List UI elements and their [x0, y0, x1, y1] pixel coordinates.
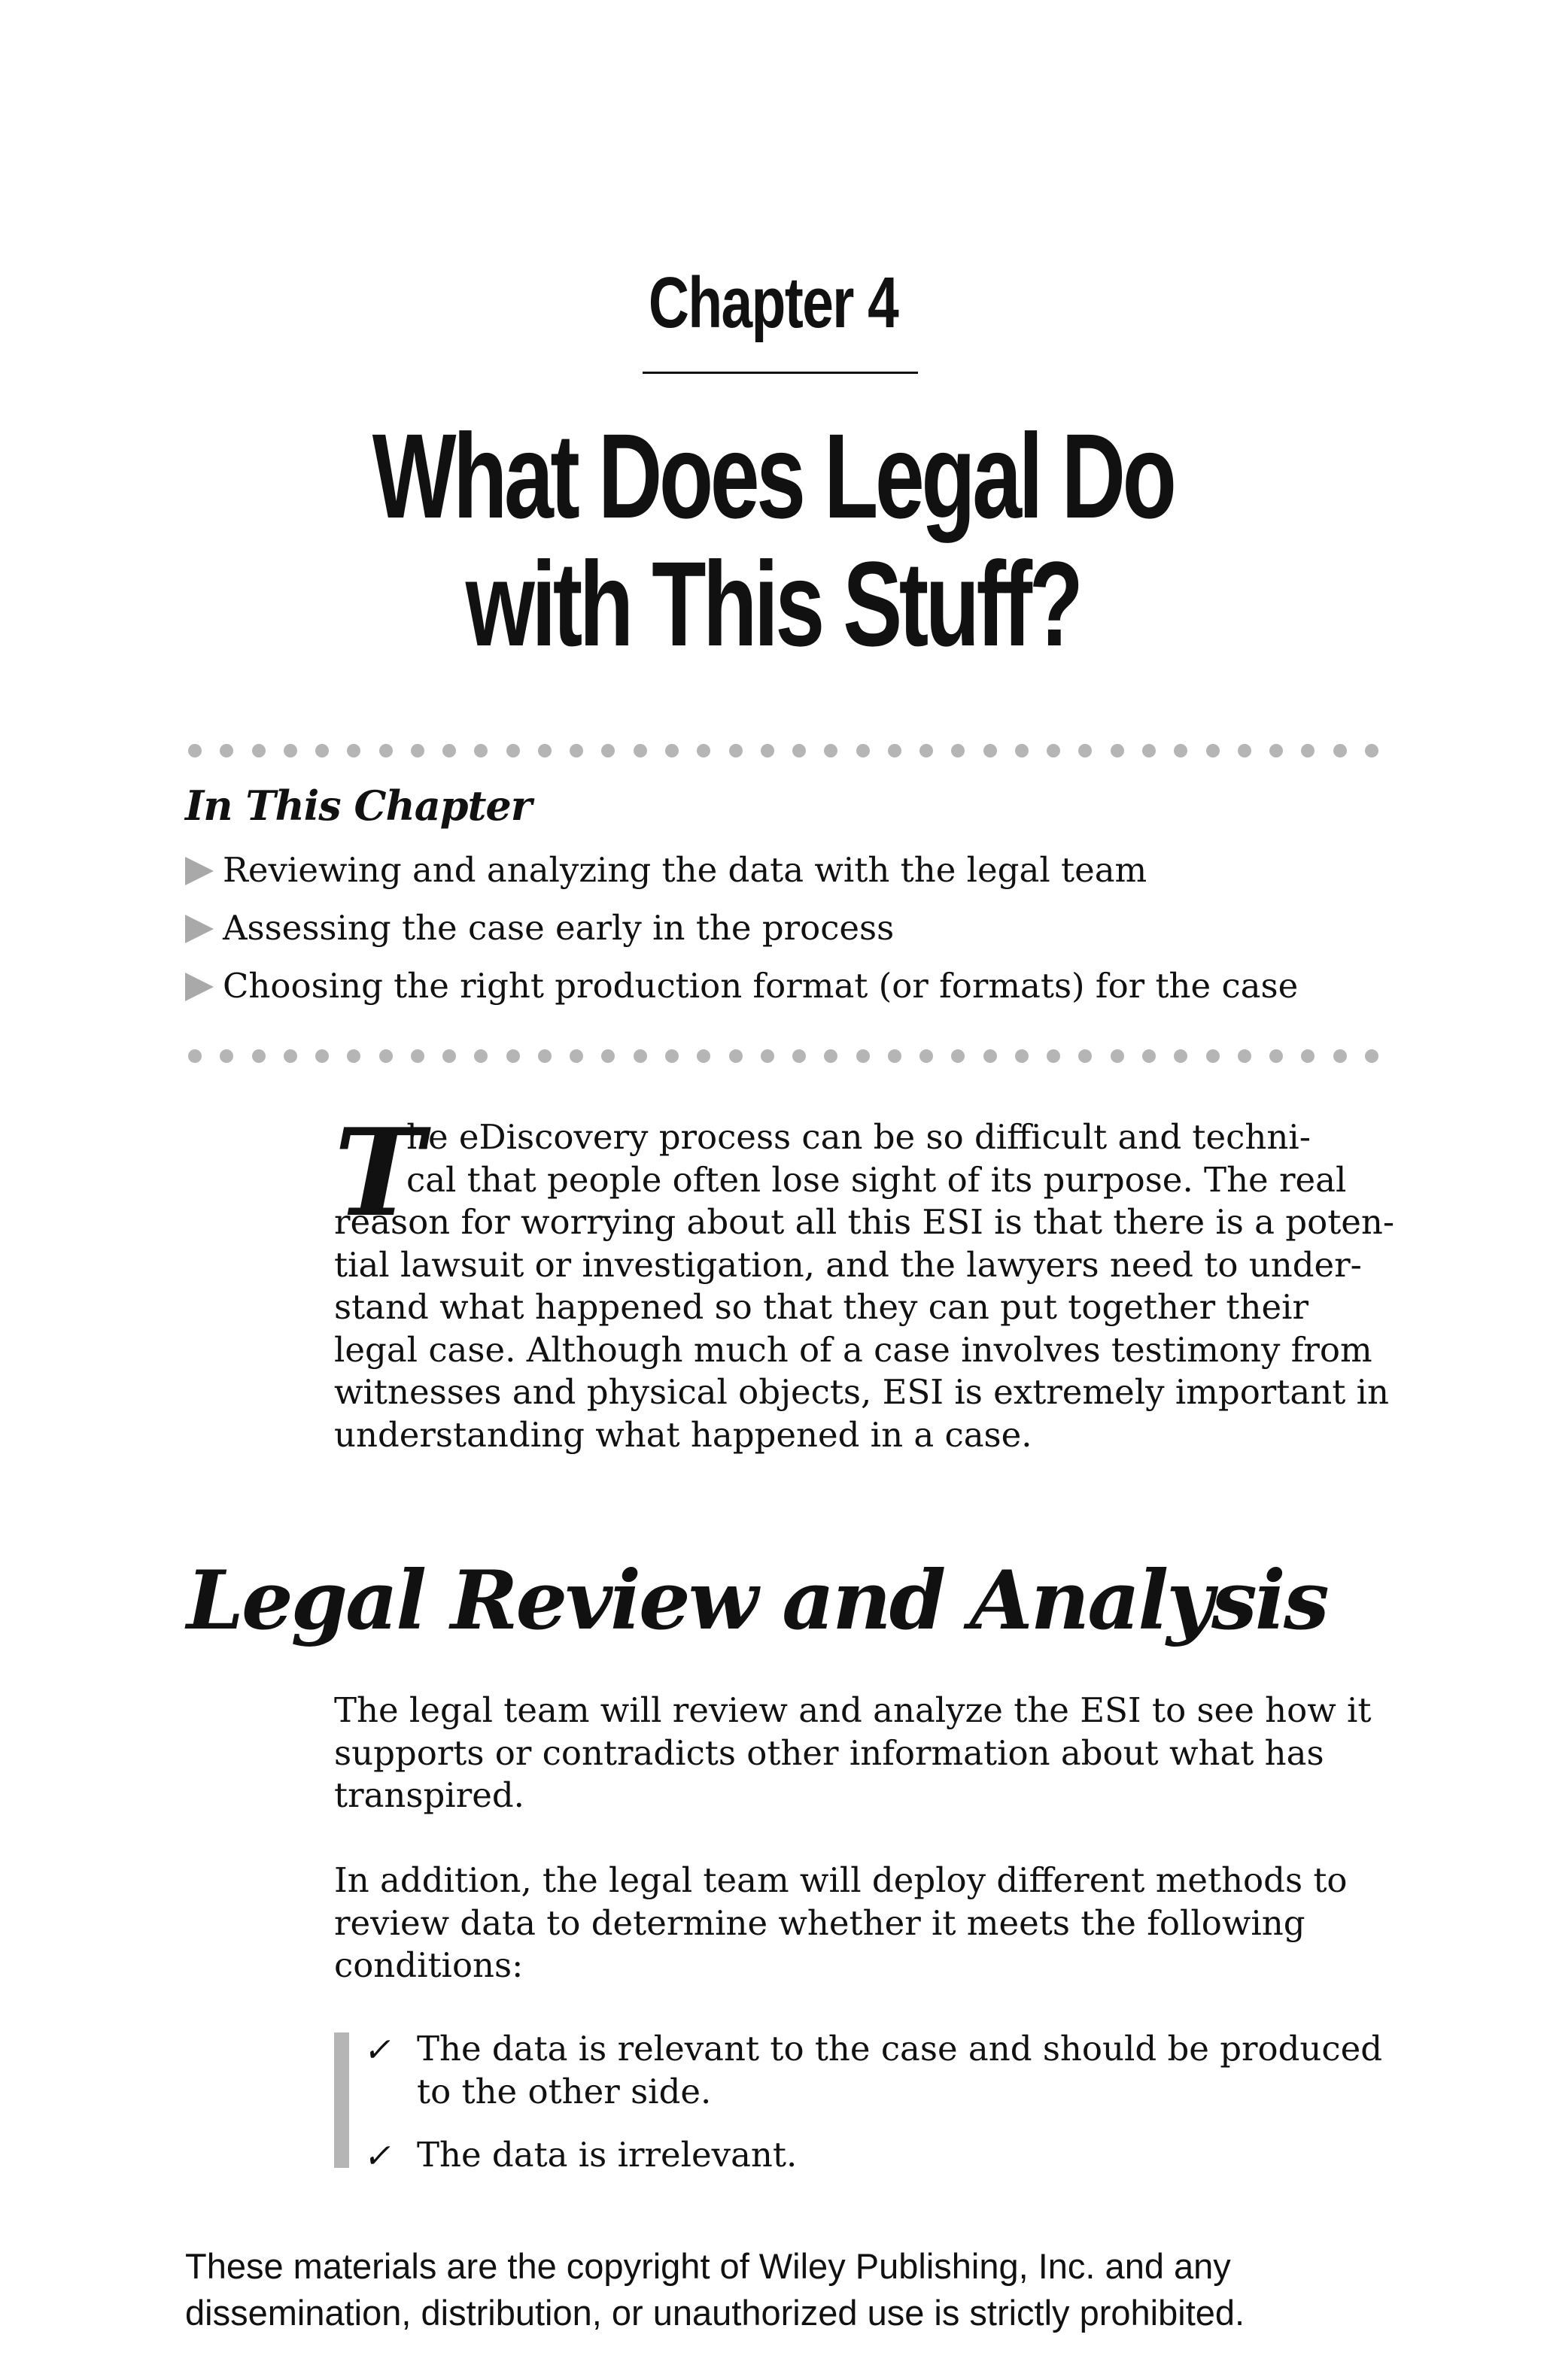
rule-dot: [1301, 1049, 1315, 1063]
rule-dot: [634, 744, 647, 757]
rule-dot: [538, 744, 552, 757]
rule-dot: [1238, 744, 1251, 757]
rule-dot: [347, 1049, 360, 1063]
rule-dot: [1111, 744, 1124, 757]
rule-dot: [474, 1049, 488, 1063]
in-this-chapter-heading: In This Chapter: [185, 782, 532, 830]
intro-line: witnesses and physical objects, ESI is extremely important in: [334, 1372, 1389, 1412]
intro-line: understanding what happened in a case.: [334, 1414, 1032, 1455]
rule-dot: [474, 744, 488, 757]
rule-dot: [411, 1049, 424, 1063]
rule-dot: [697, 1049, 710, 1063]
section-paragraph-2: [334, 1859, 1380, 1987]
rule-dot: [634, 1049, 647, 1063]
rule-dot: [252, 744, 266, 757]
intro-line: tial lawsuit or investigation, and the lawyers need to under-: [334, 1244, 1362, 1285]
rule-dot: [1142, 1049, 1156, 1063]
rule-dot: [570, 744, 583, 757]
rule-dot: [1301, 744, 1315, 757]
paragraph-line: The legal team will review and analyze the ESI to see how it: [334, 1690, 1372, 1730]
rule-dot: [888, 1049, 901, 1063]
rule-dot: [347, 744, 360, 757]
rule-dot: [1047, 1049, 1060, 1063]
rule-dot: [252, 1049, 266, 1063]
intro-line: reason for worrying about all this ESI is that there is a poten-: [334, 1202, 1395, 1242]
rule-dot: [1111, 1049, 1124, 1063]
chapter-title-line-2: with This Stuff?: [465, 536, 1081, 671]
paragraph-line: supports or contradicts other information about what has: [334, 1732, 1324, 1773]
rule-dot: [506, 1049, 520, 1063]
check-icon: ✓: [361, 2137, 398, 2175]
rule-dot: [856, 1049, 870, 1063]
in-this-chapter-item: [185, 908, 1389, 966]
rule-dot: [1142, 744, 1156, 757]
rule-dot: [1015, 744, 1029, 757]
rule-dot: [824, 1049, 837, 1063]
intro-line: stand what happened so that they can put together their: [334, 1287, 1309, 1327]
rule-dot: [919, 1049, 933, 1063]
copyright-line: dissemination, distribution, or unauthorized use is strictly prohibited.: [185, 2293, 1245, 2333]
copyright-line: These materials are the copyright of Wiley Publishing, Inc. and any: [185, 2246, 1231, 2286]
rule-dot: [665, 1049, 679, 1063]
rule-dot: [1269, 744, 1283, 757]
rule-dot: [315, 744, 329, 757]
rule-dot: [442, 1049, 456, 1063]
rule-dot: [1206, 1049, 1220, 1063]
rule-dot: [1015, 1049, 1029, 1063]
rule-dot: [1365, 1049, 1378, 1063]
rule-dot: [729, 1049, 743, 1063]
rule-dot: [284, 1049, 297, 1063]
chapter-title: [202, 408, 1343, 671]
rule-dot: [1047, 744, 1060, 757]
rule-dot: [1078, 1049, 1092, 1063]
in-this-chapter-item: [185, 850, 1389, 908]
dotted-divider-top: [188, 743, 1378, 758]
paragraph-line: review data to determine whether it meets the following: [334, 1902, 1305, 1943]
rule-dot: [188, 744, 202, 757]
in-this-chapter-list: [185, 850, 1389, 1024]
rule-dot: [570, 1049, 583, 1063]
checklist-item-line: to the other side.: [417, 2071, 712, 2111]
intro-line: legal case. Although much of a case involves testimony from: [334, 1329, 1372, 1370]
rule-dot: [951, 744, 965, 757]
section-heading: Legal Review and Analysis: [187, 1553, 1327, 1648]
paragraph-line: transpired.: [334, 1775, 524, 1815]
rule-dot: [951, 1049, 965, 1063]
rule-dot: [824, 744, 837, 757]
rule-dot: [188, 1049, 202, 1063]
rule-dot: [983, 744, 997, 757]
paragraph-line: conditions:: [334, 1945, 524, 1985]
checklist-item: [361, 2134, 1389, 2177]
rule-dot: [856, 744, 870, 757]
rule-dot: [697, 744, 710, 757]
paragraph-line: In addition, the legal team will deploy different methods to: [334, 1860, 1348, 1900]
rule-dot: [411, 744, 424, 757]
rule-dot: [220, 1049, 233, 1063]
copyright-notice: [185, 2243, 1404, 2336]
rule-dot: [284, 744, 297, 757]
chapter-label-underline: [643, 372, 918, 374]
rule-dot: [1174, 1049, 1187, 1063]
rule-dot: [729, 744, 743, 757]
rule-dot: [1333, 744, 1347, 757]
intro-paragraph: [334, 1116, 1395, 1456]
checklist-side-bar: [334, 2032, 349, 2168]
rule-dot: [761, 744, 774, 757]
chapter-title-line-1: What Does Legal Do: [372, 408, 1174, 543]
rule-dot: [888, 744, 901, 757]
rule-dot: [1238, 1049, 1251, 1063]
rule-dot: [665, 744, 679, 757]
in-this-chapter-item-text: Choosing the right production format (or formats) for the case: [223, 966, 1299, 1006]
rule-dot: [601, 744, 615, 757]
section-paragraph-1: [334, 1689, 1380, 1817]
in-this-chapter-item: [185, 966, 1389, 1024]
rule-dot: [1269, 1049, 1283, 1063]
rule-dot: [601, 1049, 615, 1063]
rule-dot: [1078, 744, 1092, 757]
triangle-bullet-icon: [185, 857, 214, 885]
in-this-chapter-item-text: Reviewing and analyzing the data with the legal team: [223, 850, 1147, 890]
check-icon: ✓: [361, 2031, 398, 2069]
checklist-item-line: The data is relevant to the case and should be produced: [417, 2029, 1383, 2069]
rule-dot: [315, 1049, 329, 1063]
rule-dot: [1365, 744, 1378, 757]
rule-dot: [761, 1049, 774, 1063]
rule-dot: [442, 744, 456, 757]
drop-cap: T: [334, 1102, 424, 1243]
checklist-item: [361, 2028, 1389, 2134]
rule-dot: [983, 1049, 997, 1063]
rule-dot: [1174, 744, 1187, 757]
in-this-chapter-item-text: Assessing the case early in the process: [223, 908, 895, 948]
rule-dot: [379, 744, 393, 757]
dotted-divider-bottom: [188, 1049, 1378, 1064]
triangle-bullet-icon: [185, 915, 214, 943]
chapter-label: Chapter 4: [648, 263, 898, 343]
rule-dot: [1333, 1049, 1347, 1063]
rule-dot: [538, 1049, 552, 1063]
rule-dot: [220, 744, 233, 757]
rule-dot: [792, 1049, 806, 1063]
rule-dot: [379, 1049, 393, 1063]
rule-dot: [792, 744, 806, 757]
triangle-bullet-icon: [185, 973, 214, 1001]
rule-dot: [1206, 744, 1220, 757]
rule-dot: [506, 744, 520, 757]
rule-dot: [919, 744, 933, 757]
intro-line: cal that people often lose sight of its purpose. The real: [406, 1159, 1347, 1200]
checklist-item-line: The data is irrelevant.: [417, 2135, 798, 2175]
intro-line: he eDiscovery process can be so difficult and techni-: [406, 1117, 1311, 1157]
checklist: [361, 2028, 1389, 2177]
